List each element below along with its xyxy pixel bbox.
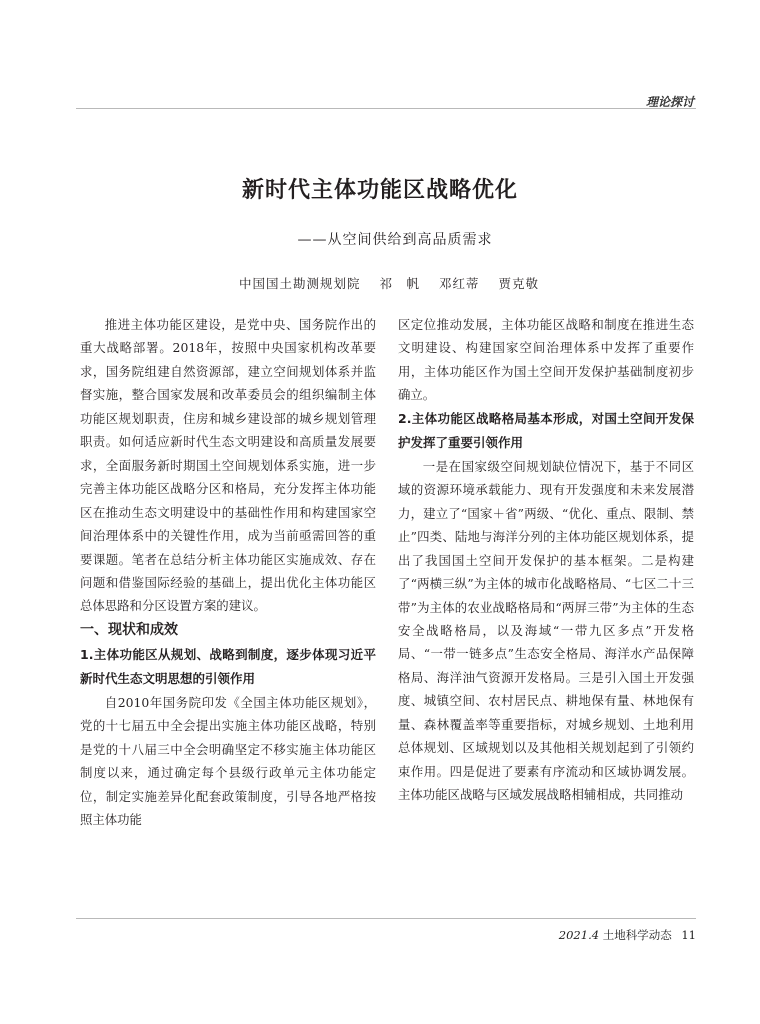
subsection-heading: 1.主体功能区从规划、战略到制度，逐步体现习近平新时代生态文明思想的引领作用: [80, 646, 376, 686]
subsection-heading: 2.主体功能区战略格局基本形成，对国土空间开发保护发挥了重要引领作用: [398, 410, 694, 450]
body-paragraph: 自2010年国务院印发《全国主体功能区规划》，党的十七届五中全会提出实施主体功能区战略，特别是党的十八届三中全会明确坚定不移实施主体功能区制度以来，通过确定每个县级行政单元主体功能定位，制定实施差异化配套政策制度，引导各地严格按照主体功能: [80, 694, 376, 828]
author-line: [0, 274, 760, 292]
footer-rule: [76, 918, 696, 919]
journal-name: 土地科学动态: [602, 928, 672, 942]
page-number: 11: [681, 928, 696, 942]
institution: 中国国土勘测规划院: [238, 276, 361, 291]
article-subtitle: ——从空间供给到高品质需求: [297, 232, 493, 248]
section-label: 理论探讨: [645, 95, 694, 109]
left-column: [80, 313, 376, 832]
section-heading: 一、现状和成效: [80, 621, 178, 638]
article-title: 新时代主体功能区战略优化: [241, 178, 518, 203]
author-name: 邓红蒂: [438, 276, 480, 291]
right-column: [398, 313, 694, 807]
issue-number: 2021.4: [558, 928, 600, 942]
intro-paragraph: 推进主体功能区建设，是党中央、国务院作出的重大战略部署。2018年，按照中央国家机构改革要求，国务院组建自然资源部，建立空间规划体系并监督实施，整合国家发展和改革委员会的组织编制主体功能区规划职责，住房和城乡建设部的城乡规划管理职责。如何适应新时代生态文明建设和高质量发展要求，全面服务新时期国土空间规划体系实施，进一步完善主体功能区战略分区和格局，充分发挥主体功能区在推动生态文明建设中的基础性作用和构建国家空间治理体系中的关键性作用，成为当前亟需回答的重要课题。笔者在总结分析主体功能区实施成效、存在问题和借鉴国际经验的基础上，提出优化主体功能区总体思路和分区设置方案的建议。: [80, 317, 376, 614]
author-name: 祁 帆: [379, 276, 420, 291]
header-rule: [76, 108, 696, 109]
author-name: 贾克敬: [498, 276, 539, 291]
body-paragraph: 一是在国家级空间规划缺位情况下，基于不同区域的资源环境承载能力、现有开发强度和未来发展潜力，建立了“国家＋省”两级、“优化、重点、限制、禁止”四类、陆地与海洋分列的主体功能区规划体系，提出了我国国土空间开发保护的基本框架。二是构建了“两横三纵”为主体的城市化战略格局、“七区二十三带”为主体的农业战略格局和“两屏三带”为主体的生态安全战略格局，以及海域“一带九区多点”开发格局、“一带一链多点”生态安全格局、海洋水产品保障格局、海洋油气资源开发格局。三是引入国土开发强度、城镇空间、农村居民点、耕地保有量、林地保有量、森林覆盖率等重要指标，对城乡规划、土地利用总体规划、区域规划以及其他相关规划起到了引领约束作用。四是促进了要素有序流动和区域协调发展。主体功能区战略与区域发展战略相辅相成，共同推动: [398, 458, 694, 803]
body-paragraph-continued: 区定位推动发展，主体功能区战略和制度在推进生态文明建设、构建国家空间治理体系中发挥了重要作用，主体功能区作为国土空间开发保护基础制度初步确立。: [398, 317, 694, 403]
page-footer: [559, 927, 696, 943]
